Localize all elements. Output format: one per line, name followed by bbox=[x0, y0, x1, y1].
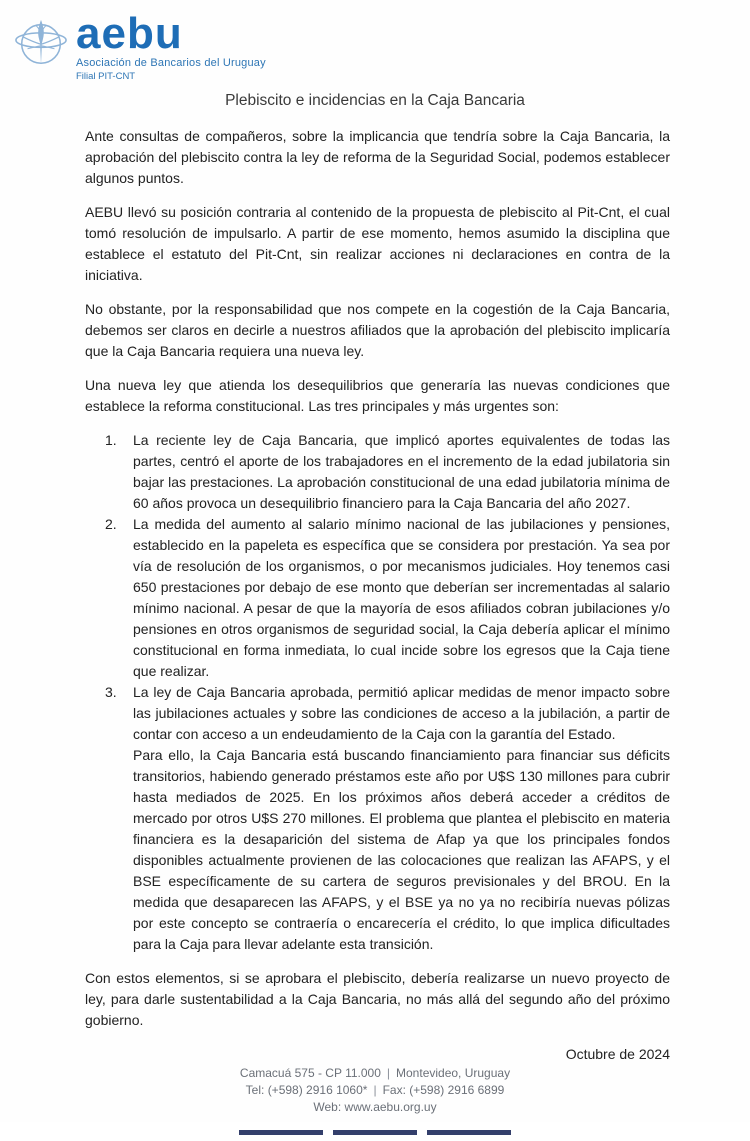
list-item-2-text: La medida del aumento al salario mínimo nacional de las jubilaciones y pensiones, establecido en la papeleta es específica que se considera por prestación. Ya sea por vía de resolución de los organismos, o por mecanismos judiciales. Hoy tenemos casi 650 prestaciones por debajo de ese monto que deberían ser incrementadas al salario mínimo nacional. A pesar de que la mayoría de esos afiliados cobran jubilaciones y/o pensiones en otros organismos de seguridad social, la Caja debería aplicar el mínimo constitucional en forma inmediata, lo cual incide sobre los egresos que la Caja tiene que realizar. bbox=[133, 516, 670, 679]
footer-tel: (+598) 2916 1060* bbox=[267, 1083, 368, 1097]
aebu-logo bbox=[14, 9, 750, 82]
footer-address: Camacuá 575 - CP 11.000 bbox=[239, 1066, 381, 1080]
document-body bbox=[0, 110, 750, 1065]
logo-affiliation: Filial PIT-CNT bbox=[76, 71, 136, 82]
list-item-2-body bbox=[133, 514, 670, 682]
footer bbox=[0, 1065, 750, 1141]
list-item-3 bbox=[85, 682, 670, 955]
footer-contact-line bbox=[0, 1082, 750, 1099]
list-item-3-body bbox=[133, 682, 670, 955]
logo-wordmark: aebu bbox=[76, 9, 183, 58]
footer-fax: (+598) 2916 6899 bbox=[409, 1083, 505, 1097]
divider-bar bbox=[427, 1130, 511, 1135]
list-item-1-text: La reciente ley de Caja Bancaria, que implicó aportes equivalentes de todas las partes, centró el aporte de los trabajadores en el incremento de la edad jubilatoria sin bajar las prestaciones. La aprobación constitucional de una edad jubilatoria mínima de 60 años provoca un desequilibrio financiero para la Caja Bancaria del año 2027. bbox=[133, 432, 670, 511]
footer-separator: | bbox=[373, 1083, 377, 1097]
list-item-1 bbox=[85, 430, 670, 514]
footer-city: Montevideo, Uruguay bbox=[396, 1066, 511, 1080]
footer-divider-bars bbox=[0, 1124, 750, 1141]
list-item-3-text-a: La ley de Caja Bancaria aprobada, permitió aplicar medidas de menor impacto sobre las jubilaciones actuales y sobre las condiciones de acceso a la jubilación, a partir de contar con acceso a un endeudamiento de la Caja con la garantía del Estado. bbox=[133, 684, 670, 742]
footer-web-url: www.aebu.org.uy bbox=[344, 1100, 437, 1114]
list-item-1-body bbox=[133, 430, 670, 514]
paragraph-2: AEBU llevó su posición contraria al contenido de la propuesta de plebiscito al Pit-Cnt, el cual tomó resolución de impulsarlo. A partir de ese momento, hemos asumido la disciplina que establece el estatuto del Pit-Cnt, sin realizar acciones ni declaraciones en contra de la iniciativa. bbox=[85, 204, 670, 283]
footer-web-line bbox=[0, 1099, 750, 1116]
aebu-bird-emblem-icon bbox=[14, 14, 68, 72]
closing-paragraph: Con estos elementos, si se aprobara el plebiscito, debería realizarse un nuevo proyecto de ley, para darle sustentabilidad a la Caja Bancaria, no más allá del segundo año del próximo gobierno. bbox=[85, 970, 670, 1028]
footer-tel-label: Tel: bbox=[245, 1083, 265, 1097]
list-item-2-number: 2. bbox=[105, 516, 117, 532]
list-item-2 bbox=[85, 514, 670, 682]
divider-bar bbox=[333, 1130, 417, 1135]
list-item-3-text-b: Para ello, la Caja Bancaria está buscando financiamiento para financiar sus déficits transitorios, habiendo generado préstamos este año por U$S 130 millones para cubrir hasta mediados de 2025. En los próximos años deberá acceder a créditos de mercado por otros U$S 270 millones. El problema que plantea el plebiscito en materia financiera es la desaparición del sistema de Afap ya que los principales fondos disponibles actualmente provienen de las colocaciones que realizan las AFAPS, y el BSE específicamente de su cartera de seguros previsionales y del BROU. En la medida que desaparecen las AFAPS, y el BSE ya no ya no recibiría nuevas pólizas por este concepto se contraería o encarecería el crédito, lo que implica dificultades para la Caja para llevar adelante esta transición. bbox=[133, 747, 670, 952]
date-line: Octubre de 2024 bbox=[565, 1046, 670, 1062]
footer-separator: | bbox=[386, 1066, 391, 1080]
page-title: Plebiscito e incidencias en la Caja Bancaria bbox=[225, 92, 525, 109]
list-item-3-number: 3. bbox=[105, 684, 117, 700]
footer-web-label: Web: bbox=[313, 1100, 342, 1114]
paragraph-4: Una nueva ley que atienda los desequilibrios que generaría las nuevas condiciones que establece la reforma constitucional. Las tres principales y más urgentes son: bbox=[85, 377, 670, 414]
divider-bar bbox=[239, 1130, 323, 1135]
header bbox=[0, 8, 750, 82]
list-item-1-number: 1. bbox=[105, 432, 117, 448]
logo-tagline: Asociación de Bancarios del Uruguay bbox=[76, 57, 266, 69]
paragraph-3: No obstante, por la responsabilidad que nos compete en la cogestión de la Caja Bancaria, debemos ser claros en decirle a nuestros afiliados que la aprobación del plebiscito implicaría que la Caja Bancaria requiera una nueva ley. bbox=[85, 301, 670, 359]
footer-fax-label: Fax: bbox=[382, 1083, 406, 1097]
footer-address-line bbox=[0, 1065, 750, 1082]
logo-text-block bbox=[76, 9, 266, 82]
ordered-list bbox=[85, 430, 670, 955]
paragraph-1: Ante consultas de compañeros, sobre la implicancia que tendría sobre la Caja Bancaria, la aprobación del plebiscito contra la ley de reforma de la Seguridad Social, podemos establecer algunos puntos. bbox=[85, 128, 670, 186]
